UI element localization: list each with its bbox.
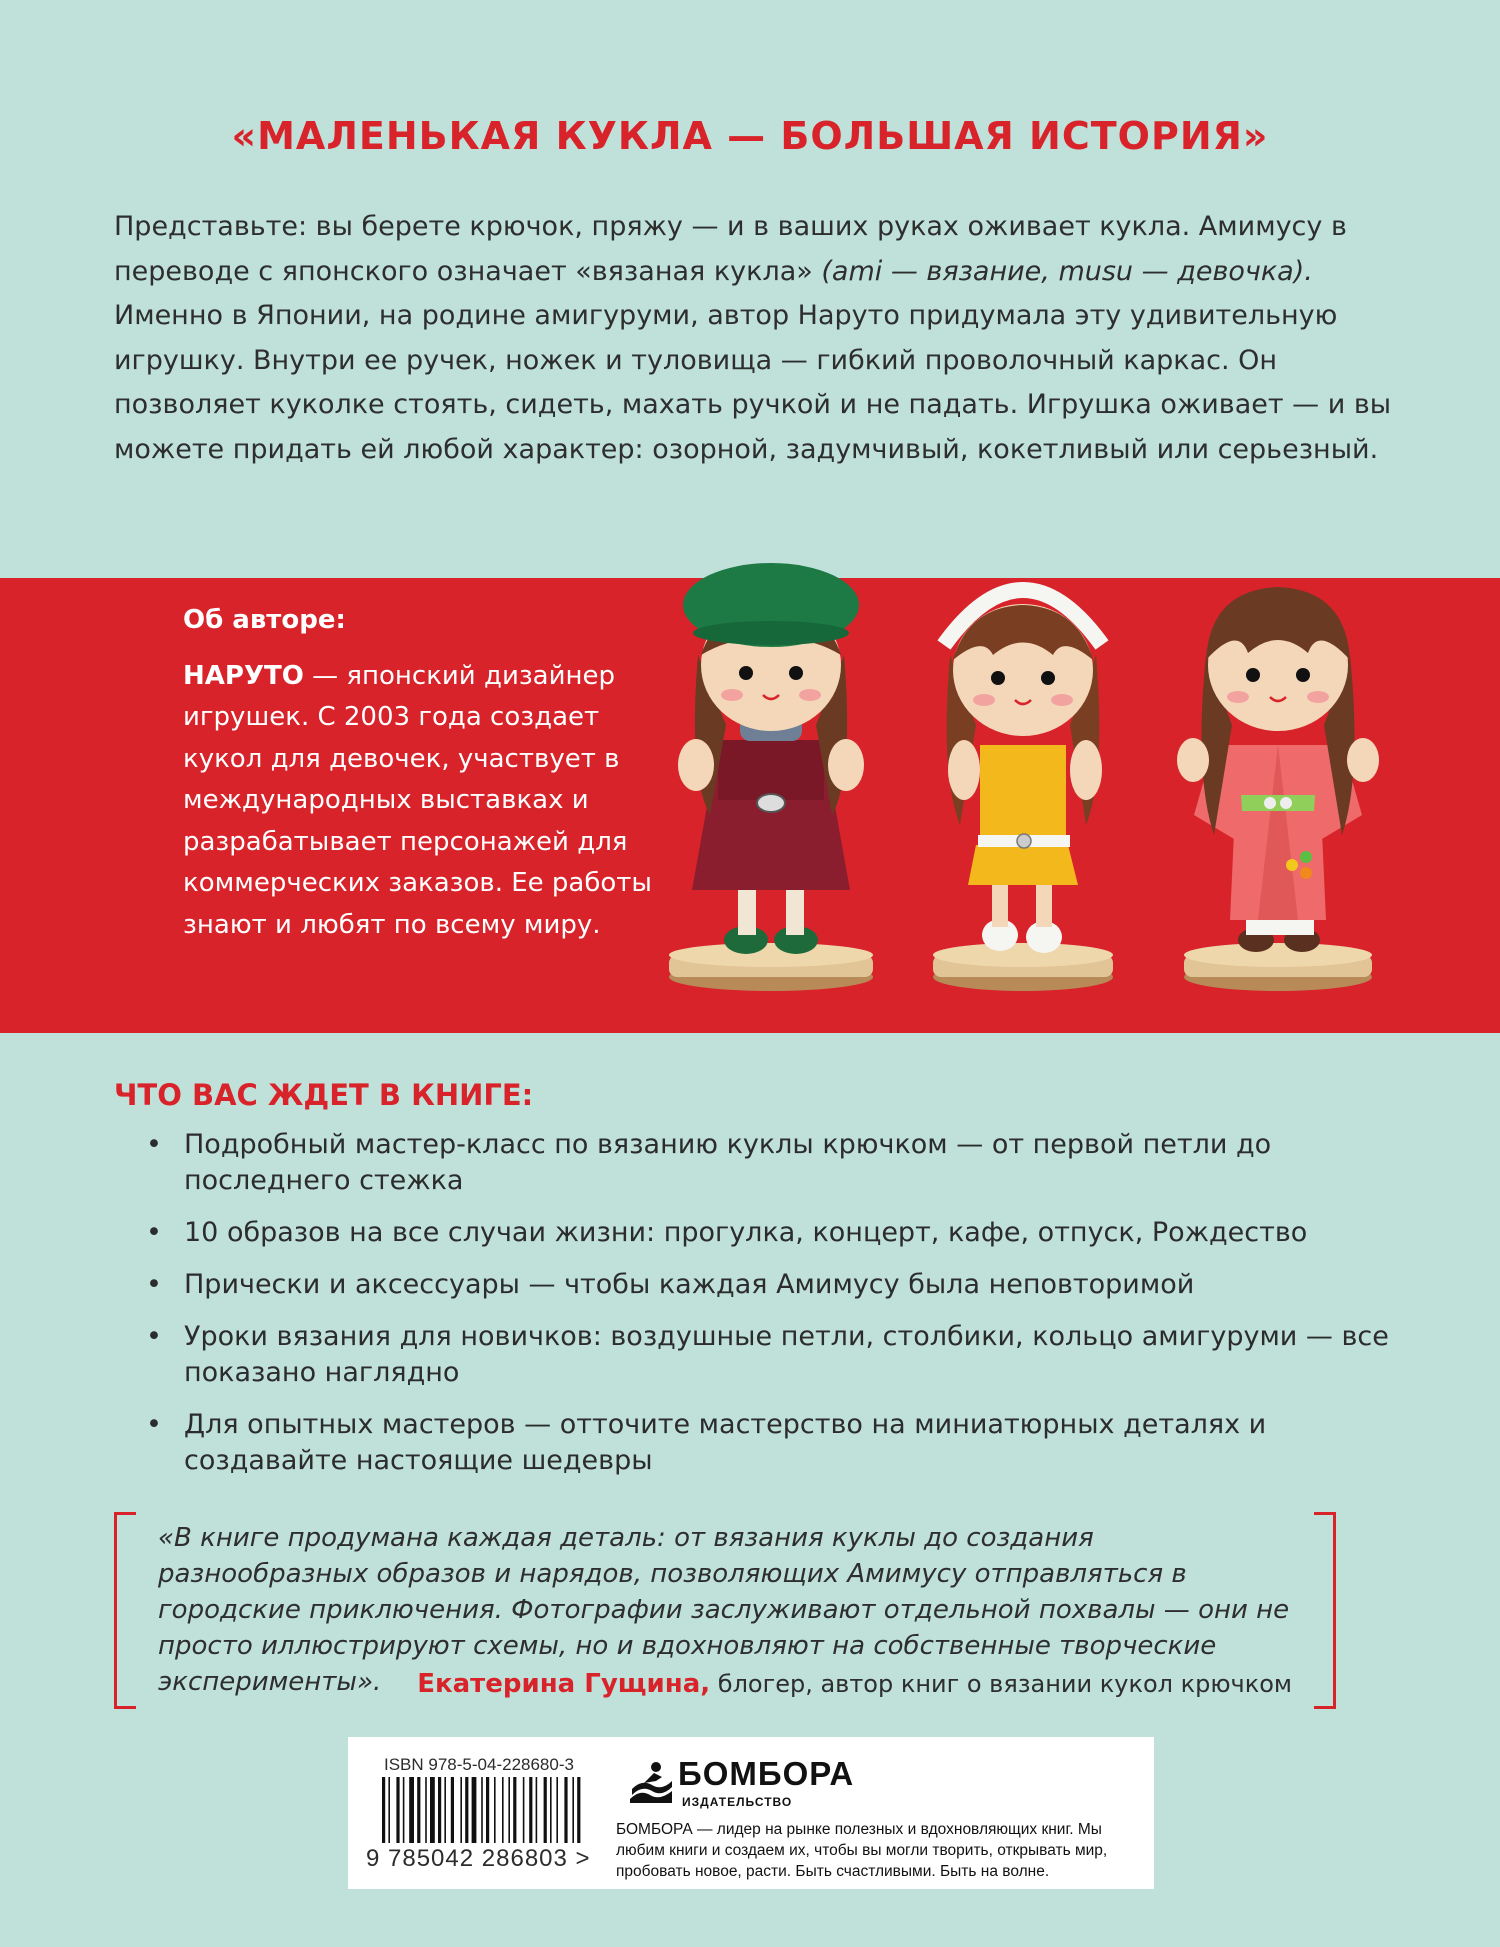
bullet-marker: • — [146, 1409, 162, 1440]
bullet-marker: • — [146, 1321, 162, 1352]
testimonial-role: блогер, автор книг о вязании кукол крючком — [710, 1670, 1292, 1698]
doll-yellow-dress — [933, 590, 1113, 991]
bombora-wave-icon — [626, 1759, 676, 1807]
doll-kimono — [1177, 587, 1379, 991]
publisher-description: БОМБОРА — лидер на рынке полезных и вдохновляющих книг. Мы любим книги и создаем их, чтобы вы могли творить, открывать мир, пробовать новое, расти. Быть счастливыми. Быть на волне. — [616, 1821, 1108, 1880]
testimonial-author: Екатерина Гущина, — [417, 1669, 711, 1699]
isbn: ISBN 978-5-04-228680-3 — [384, 1755, 574, 1774]
bullet-marker: • — [146, 1129, 162, 1160]
intro-italic: (ami — вязание, musu — девочка). — [821, 255, 1313, 287]
page-title: «МАЛЕНЬКАЯ КУКЛА — БОЛЬШАЯ ИСТОРИЯ» — [231, 114, 1269, 158]
book-contents-list — [114, 1127, 1414, 1495]
author-name: НАРУТО — [183, 660, 304, 691]
publisher-logo: БОМБОРА — [678, 1755, 855, 1792]
testimonial-text: «В книге продумана каждая деталь: от вязания куклы до создания разнообразных образов и нарядов, позволяющих Амимусу отправляться в городские приключения. Фотографии заслуживают отдельной похвалы — они не просто иллюстрируют схемы, но и вдохновляют на собственные творческие эксперименты». — [158, 1523, 1290, 1697]
bullet-marker: • — [146, 1269, 162, 1300]
list-item: • Прически и аксессуары — чтобы каждая Амимусу была неповторимой — [114, 1267, 1414, 1303]
intro-paragraph — [114, 205, 1404, 472]
dolls-illustration — [658, 545, 1418, 1005]
bullet-marker: • — [146, 1217, 162, 1248]
testimonial — [114, 1512, 1336, 1709]
about-text — [183, 656, 663, 947]
doll-green-hat — [669, 563, 873, 991]
barcode-number: 9 785042 286803 > — [366, 1845, 591, 1872]
author-bio: — японский дизайнер игрушек. С 2003 года создает кукол для девочек, участвует в международных выставках и разрабатывает персонажей для коммерческих заказов. Ее работы знают и любят по всему миру. — [183, 660, 652, 940]
list-item: • Для опытных мастеров — отточите мастерство на миниатюрных деталях и создавайте настоящие шедевры — [146, 1409, 1267, 1476]
list-item: • Подробный мастер-класс по вязанию куклы крючком — от первой петли до последнего стежка — [146, 1129, 1272, 1196]
left-bracket — [114, 1512, 136, 1709]
intro-text-1: Представьте: вы берете крючок, пряжу — и в ваших руках оживает кукла. Амимусу в переводе с японского означает «вязаная кукла» — [114, 211, 1347, 287]
list-item: • 10 образов на все случаи жизни: прогулка, концерт, кафе, отпуск, Рождество — [114, 1215, 1414, 1251]
list-item: • Уроки вязания для новичков: воздушные петли, столбики, кольцо амигуруми — все показано наглядно — [146, 1321, 1389, 1388]
about-heading: Об авторе: — [183, 605, 346, 635]
testimonial-attribution — [417, 1669, 1292, 1699]
intro-text-2: Именно в Японии, на родине амигуруми, автор Наруто придумала эту удивительную игрушку. Внутри ее ручек, ножек и туловища — гибкий проволочный каркас. Он позволяет куколке стоять, сидеть, махать ручкой и не падать. Игрушка оживает — и вы можете придать ей любой характер: озорной, задумчивый, кокетливый или серьезный. — [114, 300, 1392, 465]
barcode — [382, 1777, 612, 1847]
right-bracket — [1314, 1512, 1336, 1709]
publisher-box — [348, 1737, 1154, 1889]
book-contents-heading: ЧТО ВАС ЖДЕТ В КНИГЕ: — [114, 1078, 534, 1112]
about-author — [183, 600, 663, 946]
publisher-subtitle: ИЗДАТЕЛЬСТВО — [682, 1795, 793, 1809]
